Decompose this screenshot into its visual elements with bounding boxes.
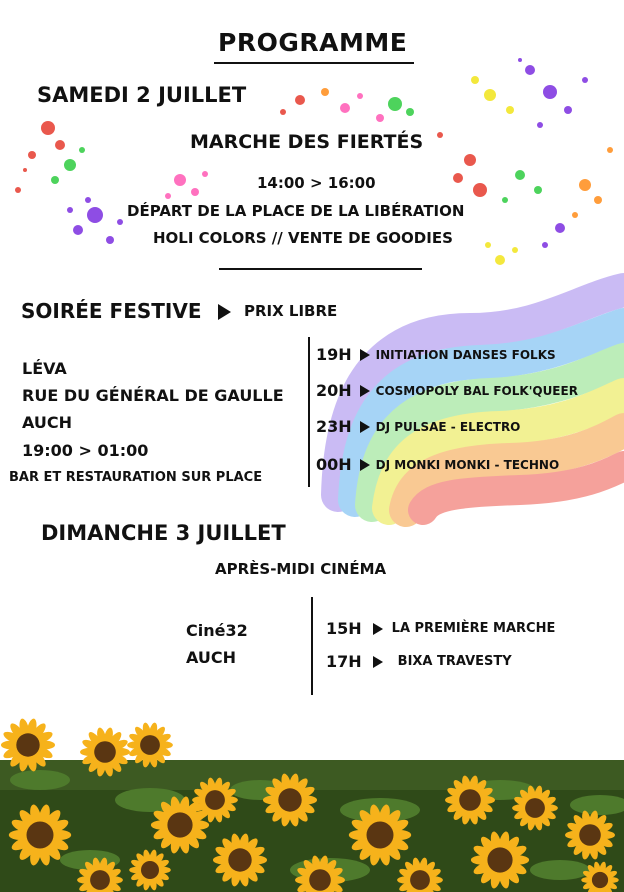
slot-act: COSMOPOLY BAL FOLK'QUEER [375,383,578,398]
party-time: 19:00 > 01:00 [22,441,149,460]
cinema-city: AUCH [186,648,237,667]
title-underline [214,62,414,64]
screening-hour: 15H [326,619,362,638]
march-time: 14:00 > 16:00 [257,174,376,192]
party-food: BAR ET RESTAURATION SUR PLACE [9,470,263,485]
arrow-icon [373,656,383,668]
slot-hour: 20H [316,381,352,400]
party-city: AUCH [22,413,73,432]
arrow-icon [360,349,370,361]
cinema-venue: Ciné32 [186,621,248,640]
screening [326,619,555,638]
cinema-vertical-divider [311,597,313,695]
slot-hour: 23H [316,417,352,436]
party-price: PRIX LIBRE [244,302,338,320]
party-slot [316,455,559,474]
arrow-icon [360,421,370,433]
section-divider [219,268,422,270]
party-slot [316,417,520,436]
party-vertical-divider [308,337,310,487]
saturday-date: SAMEDI 2 JUILLET [37,83,247,107]
party-title: SOIRÉE FESTIVE [21,299,202,323]
arrow-icon [218,304,231,320]
slot-hour: 00H [316,455,352,474]
slot-act: INITIATION DANSES FOLKS [375,347,556,362]
arrow-icon [360,459,370,471]
slot-hour: 19H [316,345,352,364]
screening [326,652,512,671]
party-venue: LÉVA [22,359,67,378]
page-title: PROGRAMME [218,28,408,57]
sunday-subtitle: APRÈS-MIDI CINÉMA [215,560,387,578]
screening-film: LA PREMIÈRE MARCHE [391,621,556,636]
march-start: DÉPART DE LA PLACE DE LA LIBÉRATION [127,202,465,220]
arrow-icon [373,623,383,635]
rainbow-wave [338,290,624,510]
slot-act: DJ PULSAE - ELECTRO [375,419,521,434]
march-extras: HOLI COLORS // VENTE DE GOODIES [153,229,453,247]
party-street: RUE DU GÉNÉRAL DE GAULLE [22,386,284,405]
party-slot [316,345,556,364]
screening-hour: 17H [326,652,362,671]
screening-film: BIXA TRAVESTY [397,654,512,669]
arrow-icon [360,385,370,397]
slot-act: DJ MONKI MONKI - TECHNO [375,457,560,472]
sunday-date: DIMANCHE 3 JUILLET [41,521,286,545]
march-title: MARCHE DES FIERTÉS [190,131,424,153]
party-slot [316,381,578,400]
